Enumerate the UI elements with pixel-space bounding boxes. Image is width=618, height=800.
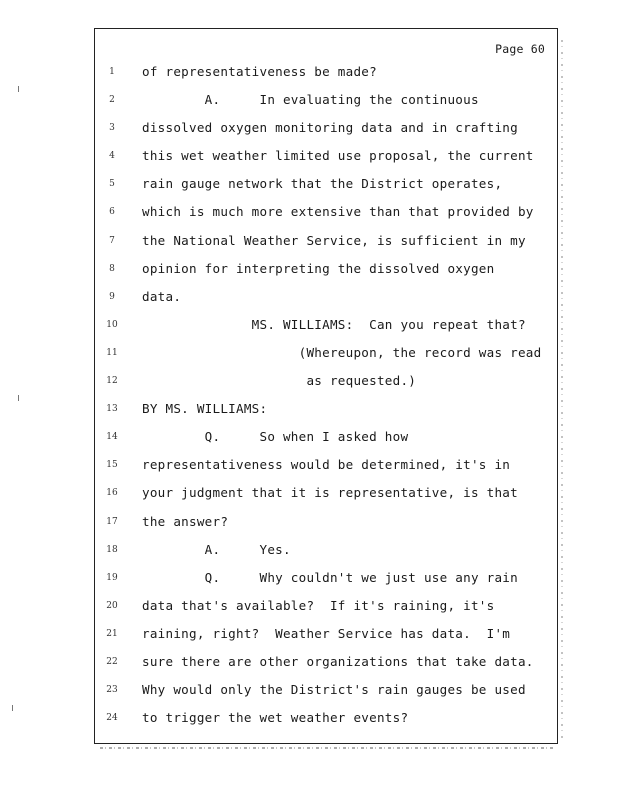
line-number: 20 — [106, 600, 118, 611]
line-number: 21 — [106, 628, 118, 639]
line-number: 6 — [109, 207, 115, 218]
transcript-line — [95, 508, 557, 536]
line-text: this wet weather limited use proposal, the current — [142, 148, 534, 164]
line-text: Q. So when I asked how — [142, 429, 409, 445]
line-number: 13 — [106, 404, 118, 415]
transcript-line — [95, 142, 557, 170]
line-number: 17 — [106, 516, 118, 527]
line-text: MS. WILLIAMS: Can you repeat that? — [142, 316, 526, 332]
line-number: 10 — [106, 319, 118, 330]
line-number: 2 — [109, 95, 115, 106]
transcript-line — [95, 395, 557, 423]
transcript-line — [95, 676, 557, 704]
line-number: 15 — [106, 460, 118, 471]
transcript-line — [95, 423, 557, 451]
transcript-line — [95, 564, 557, 592]
transcript-line — [95, 648, 557, 676]
line-text: A. In evaluating the continuous — [142, 92, 479, 108]
page-number: Page 60 — [495, 42, 545, 56]
scan-edge-noise — [561, 40, 563, 740]
transcript-line — [95, 227, 557, 255]
line-number: 8 — [109, 263, 115, 274]
line-number: 23 — [106, 685, 118, 696]
line-number: 7 — [109, 235, 115, 246]
line-text: sure there are other organizations that take data. — [142, 653, 534, 669]
line-number: 9 — [109, 291, 115, 302]
line-number: 1 — [109, 67, 115, 77]
transcript-line — [95, 704, 557, 732]
scan-mark — [18, 395, 19, 401]
line-text: Q. Why couldn't we just use any rain — [142, 569, 518, 585]
scan-mark — [12, 705, 13, 711]
transcript-line — [95, 311, 557, 339]
transcript-line — [95, 58, 557, 86]
scan-mark — [18, 86, 19, 92]
transcript-line — [95, 170, 557, 198]
transcript-line — [95, 479, 557, 507]
transcript-line — [95, 114, 557, 142]
line-text: the National Weather Service, is sufficient in my — [142, 232, 526, 248]
line-text: A. Yes. — [142, 541, 291, 557]
line-text: which is much more extensive than that provided by — [142, 204, 534, 220]
transcript-line — [95, 451, 557, 479]
transcript-line — [95, 339, 557, 367]
line-text: BY MS. WILLIAMS: — [142, 401, 268, 417]
transcript-line — [95, 536, 557, 564]
line-text: rain gauge network that the District operates, — [142, 176, 503, 192]
line-number: 12 — [106, 376, 118, 387]
line-text: your judgment that it is representative, is that — [142, 485, 518, 501]
line-number: 19 — [106, 572, 118, 583]
line-text: opinion for interpreting the dissolved oxygen — [142, 260, 495, 276]
scan-bottom-noise — [100, 747, 555, 749]
transcript-line — [95, 255, 557, 283]
line-number: 14 — [106, 432, 118, 443]
line-text: as requested.) — [142, 373, 417, 389]
line-text: dissolved oxygen monitoring data and in crafting — [142, 120, 518, 136]
transcript-line — [95, 620, 557, 648]
transcript-line — [95, 283, 557, 311]
transcript-frame — [94, 28, 558, 744]
line-text: the answer? — [142, 513, 229, 529]
line-number: 22 — [106, 656, 118, 667]
transcript-line — [95, 86, 557, 114]
line-text: raining, right? Weather Service has data. I'm — [142, 625, 511, 641]
line-number: 24 — [106, 713, 118, 724]
line-text: data. — [142, 288, 182, 304]
line-number: 11 — [106, 347, 118, 358]
line-text: data that's available? If it's raining, it's — [142, 597, 495, 613]
transcript-line — [95, 367, 557, 395]
line-number: 4 — [109, 151, 115, 162]
line-number: 3 — [109, 123, 115, 134]
line-text: (Whereupon, the record was read — [142, 344, 542, 360]
line-text: of representativeness be made? — [142, 64, 377, 79]
line-number: 16 — [106, 488, 118, 499]
line-number: 5 — [109, 179, 115, 190]
line-text: representativeness would be determined, it's in — [142, 457, 511, 473]
line-text: Why would only the District's rain gauges be used — [142, 682, 526, 698]
line-number: 18 — [106, 544, 118, 555]
transcript-lines — [95, 58, 557, 732]
line-text: to trigger the wet weather events? — [142, 710, 409, 726]
transcript-line — [95, 198, 557, 226]
transcript-line — [95, 592, 557, 620]
